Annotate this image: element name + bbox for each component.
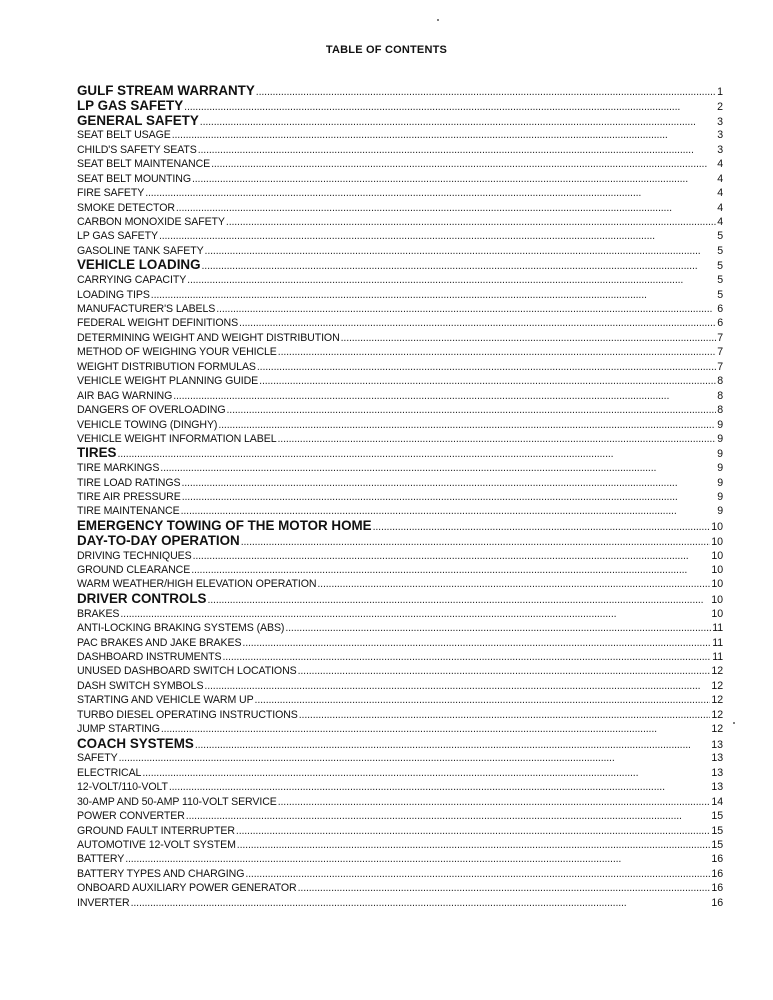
toc-page-number: 6 — [717, 303, 723, 315]
dot-leader — [181, 504, 717, 518]
dot-leader — [222, 650, 711, 664]
dot-leader — [237, 838, 711, 852]
toc-entry — [77, 679, 723, 693]
toc-entry — [77, 316, 723, 330]
toc-entry — [77, 852, 723, 866]
toc-section-entry — [77, 519, 723, 534]
toc-page-number: 5 — [717, 260, 723, 273]
toc-entry-title: VEHICLE WEIGHT INFORMATION LABEL — [77, 432, 277, 445]
toc-page-number: 2 — [717, 100, 723, 113]
toc-entry-title: SAFETY — [77, 752, 118, 765]
toc-entry — [77, 229, 723, 243]
dot-leader — [257, 360, 716, 374]
dot-leader — [211, 157, 716, 171]
toc-section-entry — [77, 592, 723, 607]
toc-entry — [77, 838, 723, 852]
toc-entry-title: 12-VOLT/110-VOLT — [77, 781, 168, 794]
toc-entry — [77, 693, 723, 707]
toc-page-number: 4 — [717, 172, 723, 185]
toc-section-entry — [77, 258, 723, 273]
toc-entry-title: DRIVING TECHNIQUES — [77, 549, 192, 562]
toc-entry — [77, 577, 723, 591]
dot-leader — [227, 403, 717, 417]
toc-page-number: 4 — [717, 216, 723, 229]
toc-entry-title: METHOD OF WEIGHING YOUR VEHICLE — [77, 346, 277, 359]
toc-entry — [77, 780, 723, 794]
toc-entry — [77, 664, 723, 678]
dot-leader — [195, 738, 710, 752]
dot-leader — [161, 722, 711, 736]
dot-leader — [184, 100, 716, 114]
toc-entry — [77, 766, 723, 780]
toc-page-number: 14 — [711, 795, 723, 808]
dot-leader — [226, 215, 716, 229]
dot-leader — [151, 288, 716, 302]
toc-page-number: 16 — [711, 882, 723, 895]
toc-page-number: 13 — [711, 766, 723, 779]
toc-page-number: 16 — [711, 896, 723, 909]
toc-entry — [77, 360, 723, 374]
toc-page-number: 7 — [717, 360, 723, 373]
toc-entry — [77, 809, 723, 823]
dot-leader — [299, 708, 711, 722]
toc-page-number: 10 — [711, 549, 723, 562]
toc-page-number: 10 — [711, 535, 723, 548]
toc-page-number: 3 — [717, 115, 723, 128]
dot-leader — [259, 374, 716, 388]
toc-entry — [77, 215, 723, 229]
dot-leader — [193, 549, 711, 563]
toc-entry-title: COACH SYSTEMS — [77, 736, 194, 751]
toc-entry-title: AIR BAG WARNING — [77, 389, 173, 402]
dot-leader — [173, 389, 716, 403]
dot-leader — [255, 693, 711, 707]
toc-entry-title: VEHICLE WEIGHT PLANNING GUIDE — [77, 375, 259, 388]
toc-page-number: 3 — [717, 143, 723, 156]
toc-entry-title: BATTERY TYPES AND CHARGING — [77, 867, 245, 880]
toc-page-number: 8 — [717, 389, 723, 402]
toc-page-number: 1 — [717, 86, 723, 98]
dot-leader — [119, 751, 711, 765]
toc-page-number: 15 — [711, 810, 723, 823]
toc-entry-title: WEIGHT DISTRIBUTION FORMULAS — [77, 360, 256, 373]
toc-page-number: 6 — [717, 317, 723, 330]
toc-entry — [77, 345, 723, 359]
toc-entry — [77, 331, 723, 345]
toc-entry-title: WARM WEATHER/HIGH ELEVATION OPERATION — [77, 578, 317, 591]
toc-entry — [77, 389, 723, 403]
toc-entry — [77, 563, 723, 577]
toc-entry-title: GULF STREAM WARRANTY — [77, 84, 255, 98]
toc-entry-title: SEAT BELT MOUNTING — [77, 172, 191, 185]
dot-leader — [373, 520, 711, 534]
toc-entry-title: GENERAL SAFETY — [77, 113, 199, 128]
toc-entry — [77, 273, 723, 287]
dot-leader — [278, 432, 717, 446]
toc-entry — [77, 186, 723, 200]
toc-entry-title: LP GAS SAFETY — [77, 98, 184, 113]
dot-leader — [218, 418, 716, 432]
toc-entry — [77, 476, 723, 490]
dot-leader — [242, 636, 711, 650]
toc-entry — [77, 504, 723, 518]
toc-entry — [77, 403, 723, 417]
toc-section-entry — [77, 446, 723, 461]
dot-leader — [172, 128, 717, 142]
dot-leader — [125, 852, 710, 866]
dot-leader — [120, 607, 710, 621]
toc-entry-title: LOADING TIPS — [77, 288, 150, 301]
toc-entry-title: SMOKE DETECTOR — [77, 201, 175, 214]
toc-page-number: 9 — [717, 476, 723, 489]
toc-entry — [77, 867, 723, 881]
toc-entry-title: FIRE SAFETY — [77, 187, 145, 200]
toc-page-number: 15 — [711, 824, 723, 837]
toc-entry-title: TIRE AIR PRESSURE — [77, 491, 181, 504]
toc-entry-title: CHILD'S SAFETY SEATS — [77, 143, 197, 156]
dot-leader — [278, 795, 711, 809]
toc-entry-title: UNUSED DASHBOARD SWITCH LOCATIONS — [77, 665, 297, 678]
toc-page-number: 9 — [717, 505, 723, 518]
dot-leader — [298, 664, 711, 678]
toc-page-number: 13 — [711, 752, 723, 765]
toc-page-number: 16 — [711, 867, 723, 880]
dot-leader — [341, 331, 717, 345]
toc-page-number: 7 — [717, 346, 723, 359]
toc-entry-title: TIRE LOAD RATINGS — [77, 476, 181, 489]
dot-leader — [142, 766, 710, 780]
toc-page-number: 16 — [711, 853, 723, 866]
dot-leader — [159, 229, 716, 243]
toc-entry-title: DRIVER CONTROLS — [77, 591, 207, 606]
toc-entry-title: BRAKES — [77, 607, 120, 620]
dot-leader — [187, 273, 716, 287]
toc-entry-title: STARTING AND VEHICLE WARM UP — [77, 694, 254, 707]
toc-entry-title: JUMP STARTING — [77, 723, 160, 736]
toc-page-number: 9 — [717, 448, 723, 461]
dot-leader — [256, 85, 716, 99]
toc-entry-title: POWER CONVERTER — [77, 810, 185, 823]
toc-entry-title: EMERGENCY TOWING OF THE MOTOR HOME — [77, 518, 372, 533]
toc-entry-title: SEAT BELT MAINTENANCE — [77, 158, 211, 171]
toc-entry-title: ANTI-LOCKING BRAKING SYSTEMS (ABS) — [77, 622, 285, 635]
toc-section-entry — [77, 534, 723, 549]
toc-page-number: 9 — [717, 418, 723, 431]
toc-entry — [77, 722, 723, 736]
toc-page-number: 10 — [711, 520, 723, 533]
dot-leader — [198, 143, 716, 157]
toc-entry — [77, 374, 723, 388]
toc-entry-title: VEHICLE LOADING — [77, 258, 201, 273]
dot-leader — [285, 621, 711, 635]
toc-entry-title: ONBOARD AUXILIARY POWER GENERATOR — [77, 882, 297, 895]
toc-entry-title: VEHICLE TOWING (DINGHY) — [77, 418, 218, 431]
toc-entry-title: 30-AMP AND 50-AMP 110-VOLT SERVICE — [77, 795, 277, 808]
dot-leader — [241, 535, 710, 549]
toc-section-entry — [77, 114, 723, 129]
dot-leader — [200, 115, 716, 129]
toc-entry — [77, 418, 723, 432]
toc-section-entry — [77, 99, 723, 114]
toc-page-number: 11 — [712, 650, 723, 663]
toc-entry-title: TIRES — [77, 446, 117, 461]
table-of-contents — [77, 84, 723, 910]
toc-page-number: 9 — [717, 432, 723, 445]
dot-leader — [239, 316, 716, 330]
toc-entry-title: GASOLINE TANK SAFETY — [77, 244, 204, 257]
toc-entry-title: TURBO DIESEL OPERATING INSTRUCTIONS — [77, 708, 298, 721]
dot-leader — [186, 809, 711, 823]
toc-page-number: 4 — [717, 187, 723, 200]
toc-entry — [77, 650, 723, 664]
toc-entry-title: INVERTER — [77, 896, 130, 909]
toc-page-number: 15 — [711, 838, 723, 851]
dot-leader — [216, 302, 716, 316]
toc-page-number: 10 — [711, 578, 723, 591]
toc-entry — [77, 157, 723, 171]
toc-entry-title: DETERMINING WEIGHT AND WEIGHT DISTRIBUTION — [77, 331, 340, 344]
toc-page-number: 9 — [717, 462, 723, 475]
toc-section-entry — [77, 737, 723, 752]
toc-page-number: 12 — [711, 665, 723, 678]
dot-leader — [145, 186, 716, 200]
toc-entry — [77, 432, 723, 446]
toc-page-number: 11 — [712, 636, 723, 649]
toc-page-number: 10 — [711, 563, 723, 576]
toc-entry-title: ELECTRICAL — [77, 766, 142, 779]
dot-leader — [176, 201, 716, 215]
dot-leader — [245, 867, 710, 881]
toc-entry — [77, 244, 723, 258]
dot-leader — [204, 679, 710, 693]
toc-page-number: 10 — [711, 607, 723, 620]
toc-page-number: 13 — [711, 738, 723, 751]
scan-speck — [733, 722, 735, 724]
toc-entry — [77, 795, 723, 809]
toc-entry — [77, 172, 723, 186]
page-title: TABLE OF CONTENTS — [325, 44, 448, 56]
toc-entry-title: CARBON MONOXIDE SAFETY — [77, 216, 225, 229]
dot-leader — [278, 345, 716, 359]
toc-page-number: 12 — [711, 679, 723, 692]
toc-entry-title: PAC BRAKES AND JAKE BRAKES — [77, 636, 242, 649]
toc-entry-title: TIRE MARKINGS — [77, 462, 160, 475]
dot-leader — [160, 461, 716, 475]
toc-entry-title: FEDERAL WEIGHT DEFINITIONS — [77, 317, 239, 330]
toc-entry-title: MANUFACTURER'S LABELS — [77, 303, 216, 315]
toc-entry-title: TIRE MAINTENANCE — [77, 505, 180, 518]
scan-speck — [437, 19, 439, 21]
toc-entry — [77, 490, 723, 504]
toc-entry-title: DAY-TO-DAY OPERATION — [77, 533, 240, 548]
dot-leader — [207, 593, 710, 607]
toc-entry — [77, 607, 723, 621]
toc-page-number: 12 — [711, 723, 723, 736]
dot-leader — [236, 824, 711, 838]
toc-page-number: 3 — [717, 129, 723, 142]
toc-entry-title: AUTOMOTIVE 12-VOLT SYSTEM — [77, 838, 236, 851]
toc-page-number: 9 — [717, 491, 723, 504]
toc-page-number: 4 — [717, 201, 723, 214]
toc-section-entry — [77, 84, 723, 99]
toc-page-number: 5 — [717, 274, 723, 287]
dot-leader — [191, 563, 710, 577]
toc-page-number: 13 — [711, 781, 723, 794]
dot-leader — [169, 780, 711, 794]
toc-entry — [77, 824, 723, 838]
toc-page-number: 12 — [711, 708, 723, 721]
dot-leader — [205, 244, 717, 258]
toc-entry — [77, 708, 723, 722]
toc-page-number: 10 — [711, 593, 723, 606]
toc-entry-title: LP GAS SAFETY — [77, 230, 158, 243]
toc-page-number: 5 — [717, 244, 723, 257]
toc-page-number: 12 — [711, 694, 723, 707]
toc-entry — [77, 128, 723, 142]
dot-leader — [131, 896, 711, 910]
toc-page-number: 11 — [712, 622, 723, 635]
toc-page-number: 8 — [717, 375, 723, 388]
toc-entry — [77, 881, 723, 895]
toc-page-number: 7 — [717, 331, 723, 344]
toc-page-number: 5 — [717, 288, 723, 301]
toc-entry — [77, 549, 723, 563]
toc-page-number: 8 — [717, 404, 723, 417]
toc-entry — [77, 896, 723, 910]
toc-entry — [77, 751, 723, 765]
toc-entry-title: SEAT BELT USAGE — [77, 129, 171, 142]
dot-leader — [298, 881, 711, 895]
toc-entry — [77, 636, 723, 650]
toc-entry-title: DASHBOARD INSTRUMENTS — [77, 650, 222, 663]
dot-leader — [202, 259, 717, 273]
toc-entry-title: CARRYING CAPACITY — [77, 274, 187, 287]
dot-leader — [317, 577, 710, 591]
dot-leader — [192, 172, 716, 186]
toc-entry — [77, 143, 723, 157]
toc-entry — [77, 302, 723, 316]
dot-leader — [181, 476, 716, 490]
toc-entry-title: GROUND CLEARANCE — [77, 563, 191, 576]
toc-entry-title: DASH SWITCH SYMBOLS — [77, 679, 204, 692]
toc-entry-title: DANGERS OF OVERLOADING — [77, 404, 226, 417]
toc-page-number: 4 — [717, 158, 723, 171]
dot-leader — [182, 490, 717, 504]
toc-entry — [77, 621, 723, 635]
toc-entry — [77, 201, 723, 215]
toc-entry — [77, 288, 723, 302]
toc-entry — [77, 461, 723, 475]
toc-page-number: 5 — [717, 230, 723, 243]
toc-entry-title: BATTERY — [77, 853, 125, 866]
toc-entry-title: GROUND FAULT INTERRUPTER — [77, 824, 235, 837]
dot-leader — [117, 447, 716, 461]
